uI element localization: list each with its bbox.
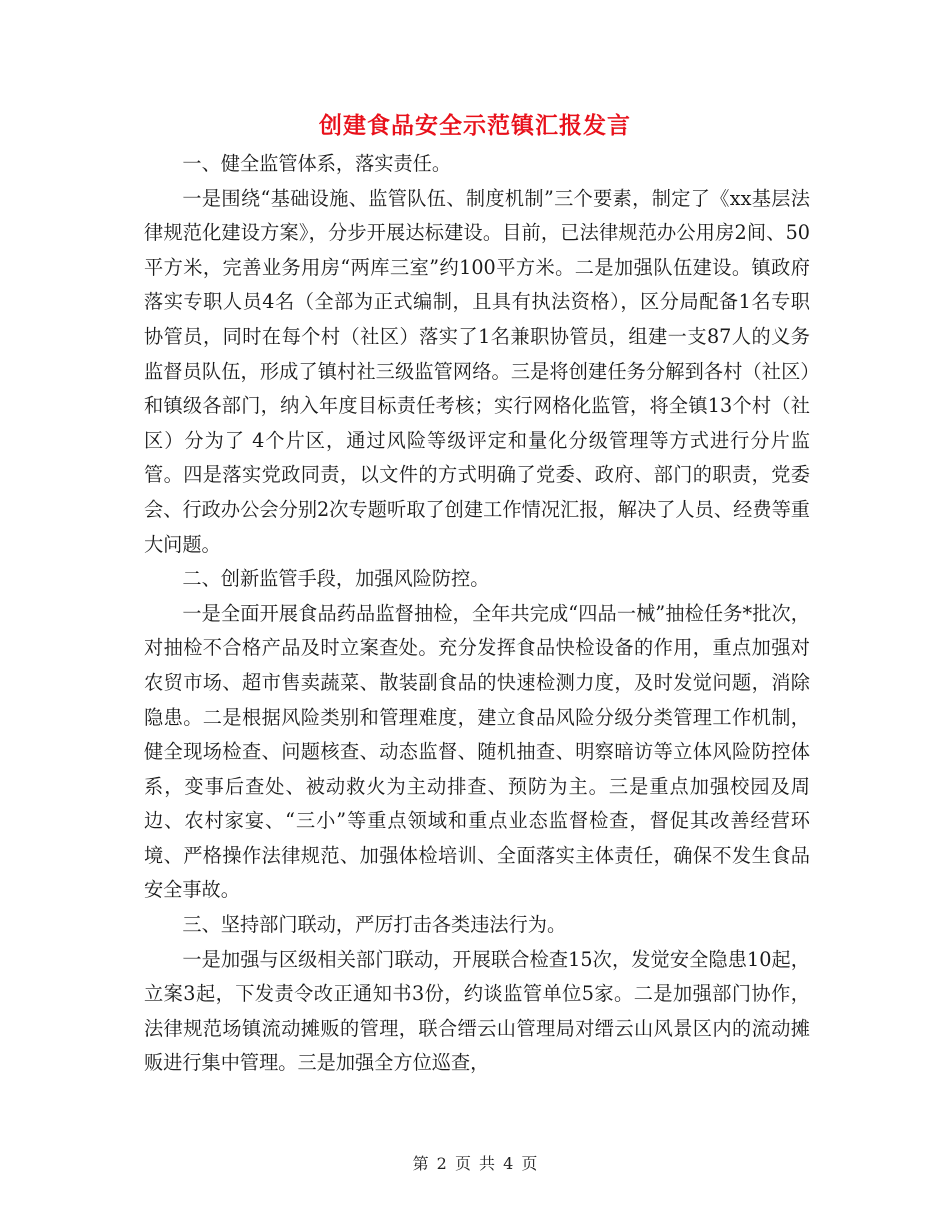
section-heading-1: 一、健全监管体系，落实责任。 (182, 152, 452, 175)
section-heading-3: 三、坚持部门联动，严厉打击各类违法行为。 (182, 913, 567, 937)
page-number-footer: 第 2 页 共 4 页 (412, 1154, 538, 1173)
section-heading-2: 二、创新监管手段，加强风险防控。 (182, 567, 490, 591)
body-paragraph-2: 一是全面开展食品药品监督抽检，全年共完成“四品一械”抽检任务*批次，对抽检不合格产品及时立案查处。充分发挥食品快检设备的作用，重点加强对农贸市场、超市售卖蔬菜、散装副食品的快速检测力度，及时发觉问题，消除隐患。二是根据风险类别和管理难度，建立食品风险分级分类管理工作机制，健全现场检查、问题核查、动态监督、随机抽查、明察暗访等立体风险防控体系，变事后查处、被动救火为主动排查、预防为主。三是重点加强校园及周边、农村家宴、“三小”等重点领域和重点业态监督检查，督促其改善经营环境、严格操作法律规范、加强体检培训、全面落实主体责任，确保不发生食品安全事故。 (144, 601, 810, 902)
body-paragraph-3: 一是加强与区级相关部门联动，开展联合检查15次，发觉安全隐患10起，立案3起，下发责令改正通知书3份，约谈监管单位5家。二是加强部门协作，法律规范场镇流动摊贩的管理，联合缙云山管理局对缙云山风景区内的流动摊贩进行集中管理。三是加强全方位巡查， (144, 947, 810, 1075)
document-body (144, 147, 810, 1081)
document-title: 创建食品安全示范镇汇报发言 (319, 112, 631, 139)
body-paragraph-1: 一是围绕“基础设施、监管队伍、制度机制”三个要素，制定了《xx基层法律规范化建设方案》，分步开展达标建设。目前，已法律规范办公用房2间、50平方米，完善业务用房“两库三室”约100平方米。二是加强队伍建设。镇政府落实专职人员4名（全部为正式编制，且具有执法资格），区分局配备1名专职协管员，同时在每个村（社区）落实了1名兼职协管员，组建一支87人的义务监督员队伍，形成了镇村社三级监管网络。三是将创建任务分解到各村（社区）和镇级各部门，纳入年度目标责任考核；实行网格化监管，将全镇13个村（社区）分为了 4个片区，通过风险等级评定和量化分级管理等方式进行分片监管。四是落实党政同责，以文件的方式明确了党委、政府、部门的职责，党委会、行政办公会分别2次专题听取了创建工作情况汇报，解决了人员、经费等重大问题。 (144, 186, 810, 556)
